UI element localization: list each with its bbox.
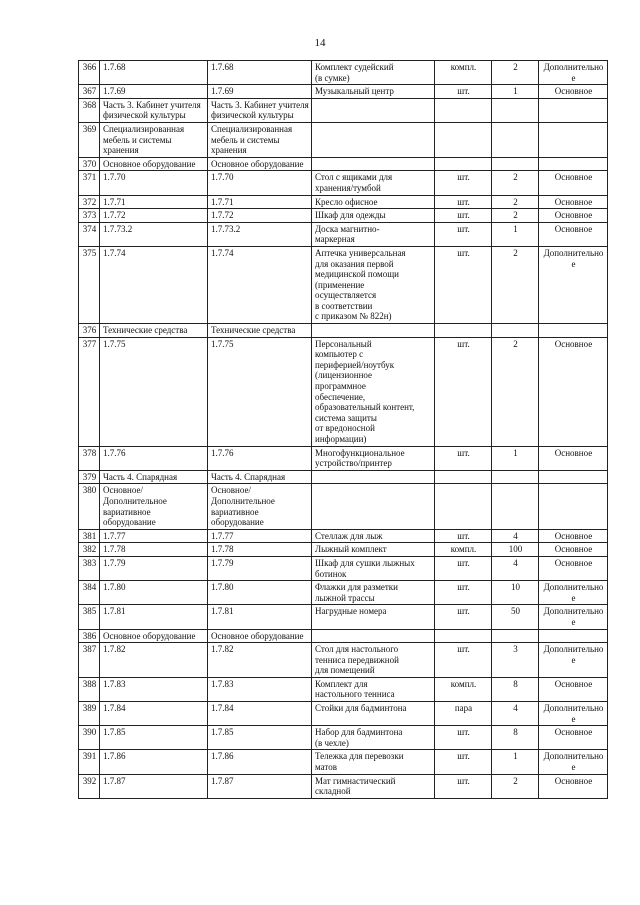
quantity-cell: 3 [492, 643, 539, 678]
quantity-cell: 2 [492, 774, 539, 798]
unit-cell: шт. [435, 171, 492, 195]
equipment-type-cell [539, 157, 608, 171]
unit-cell: шт. [435, 246, 492, 323]
item-name-cell: Набор для бадминтона (в чехле) [312, 726, 435, 750]
row-number-cell: 374 [79, 222, 100, 246]
unit-cell: шт. [435, 726, 492, 750]
item-name-cell: Тележка для перевозки матов [312, 750, 435, 774]
table-row [79, 61, 608, 85]
item-name-cell: Шкаф для одежды [312, 209, 435, 223]
table-row [79, 246, 608, 323]
quantity-cell: 2 [492, 246, 539, 323]
table-row [79, 195, 608, 209]
item-name-cell [312, 470, 435, 484]
table-row [79, 556, 608, 580]
code-cell: Основное/ Дополнительное вариативное оборудование [208, 484, 312, 529]
quantity-cell: 4 [492, 556, 539, 580]
code-cell: 1.7.74 [100, 246, 208, 323]
table-body [79, 61, 608, 799]
unit-cell [435, 629, 492, 643]
table-row [79, 324, 608, 338]
row-number-cell: 367 [79, 85, 100, 99]
code-cell: 1.7.79 [208, 556, 312, 580]
item-name-cell [312, 629, 435, 643]
item-name-cell: Комплект судейский (в сумке) [312, 61, 435, 85]
row-number-cell: 389 [79, 702, 100, 726]
row-number-cell: 366 [79, 61, 100, 85]
item-name-cell: Мат гимнастический складной [312, 774, 435, 798]
table-row [79, 750, 608, 774]
code-cell: 1.7.68 [208, 61, 312, 85]
item-name-cell: Музыкальный центр [312, 85, 435, 99]
row-number-cell: 378 [79, 446, 100, 470]
quantity-cell: 2 [492, 209, 539, 223]
code-cell: 1.7.74 [208, 246, 312, 323]
equipment-type-cell [539, 98, 608, 122]
table-row [79, 222, 608, 246]
unit-cell: шт. [435, 750, 492, 774]
equipment-type-cell: Основное [539, 85, 608, 99]
item-name-cell: Стеллаж для лыж [312, 529, 435, 543]
code-cell: 1.7.80 [100, 581, 208, 605]
equipment-type-cell: Основное [539, 543, 608, 557]
unit-cell: шт. [435, 643, 492, 678]
code-cell: 1.7.77 [208, 529, 312, 543]
item-name-cell [312, 98, 435, 122]
row-number-cell: 376 [79, 324, 100, 338]
code-cell: 1.7.73.2 [208, 222, 312, 246]
item-name-cell: Нагрудные номера [312, 605, 435, 629]
unit-cell: компл. [435, 543, 492, 557]
unit-cell [435, 470, 492, 484]
unit-cell: шт. [435, 337, 492, 446]
quantity-cell: 1 [492, 750, 539, 774]
code-cell: 1.7.86 [208, 750, 312, 774]
row-number-cell: 373 [79, 209, 100, 223]
equipment-type-cell: Основное [539, 337, 608, 446]
code-cell: Часть 3. Кабинет учителя физической культуры [100, 98, 208, 122]
quantity-cell: 2 [492, 337, 539, 446]
table-row [79, 484, 608, 529]
table-row [79, 774, 608, 798]
item-name-cell [312, 484, 435, 529]
quantity-cell: 2 [492, 195, 539, 209]
equipment-type-cell [539, 122, 608, 157]
equipment-type-cell: Дополнительное [539, 643, 608, 678]
row-number-cell: 383 [79, 556, 100, 580]
table-row [79, 446, 608, 470]
code-cell: Специализированная мебель и системы хранения [208, 122, 312, 157]
unit-cell: шт. [435, 529, 492, 543]
equipment-type-cell: Дополнительное [539, 702, 608, 726]
code-cell: Основное/ Дополнительное вариативное оборудование [100, 484, 208, 529]
code-cell: Часть 4. Спарядная [100, 470, 208, 484]
code-cell: 1.7.84 [100, 702, 208, 726]
code-cell: Основное оборудование [208, 629, 312, 643]
table-row [79, 98, 608, 122]
unit-cell: шт. [435, 556, 492, 580]
quantity-cell: 4 [492, 529, 539, 543]
item-name-cell: Стол с ящиками для хранения/тумбой [312, 171, 435, 195]
code-cell: 1.7.82 [208, 643, 312, 678]
quantity-cell [492, 484, 539, 529]
quantity-cell [492, 98, 539, 122]
code-cell: Специализированная мебель и системы хранения [100, 122, 208, 157]
unit-cell: шт. [435, 581, 492, 605]
code-cell: Часть 3. Кабинет учителя физической культуры [208, 98, 312, 122]
item-name-cell: Многофункциональное устройство/принтер [312, 446, 435, 470]
unit-cell: шт. [435, 222, 492, 246]
code-cell: 1.7.76 [208, 446, 312, 470]
row-number-cell: 387 [79, 643, 100, 678]
page-number: 14 [314, 37, 326, 49]
quantity-cell: 8 [492, 677, 539, 701]
table-row [79, 171, 608, 195]
quantity-cell [492, 629, 539, 643]
equipment-type-cell: Основное [539, 209, 608, 223]
code-cell: 1.7.81 [100, 605, 208, 629]
code-cell: 1.7.87 [100, 774, 208, 798]
code-cell: 1.7.78 [208, 543, 312, 557]
item-name-cell: Стол для настольного тенниса передвижной для помещений [312, 643, 435, 678]
code-cell: 1.7.76 [100, 446, 208, 470]
row-number-cell: 368 [79, 98, 100, 122]
unit-cell: шт. [435, 85, 492, 99]
table-row [79, 209, 608, 223]
unit-cell [435, 484, 492, 529]
equipment-type-cell: Дополнительное [539, 246, 608, 323]
unit-cell [435, 98, 492, 122]
code-cell: Технические средства [208, 324, 312, 338]
code-cell: 1.7.73.2 [100, 222, 208, 246]
unit-cell: шт. [435, 195, 492, 209]
quantity-cell: 1 [492, 85, 539, 99]
code-cell: Основное оборудование [100, 157, 208, 171]
code-cell: 1.7.79 [100, 556, 208, 580]
unit-cell: компл. [435, 61, 492, 85]
equipment-type-cell: Дополнительное [539, 605, 608, 629]
row-number-cell: 379 [79, 470, 100, 484]
code-cell: 1.7.85 [208, 726, 312, 750]
equipment-type-cell [539, 629, 608, 643]
code-cell: 1.7.83 [208, 677, 312, 701]
equipment-type-cell: Дополнительное [539, 61, 608, 85]
table-row [79, 529, 608, 543]
code-cell: Технические средства [100, 324, 208, 338]
item-name-cell: Шкаф для сушки лыжных ботинок [312, 556, 435, 580]
code-cell: 1.7.81 [208, 605, 312, 629]
row-number-cell: 369 [79, 122, 100, 157]
row-number-cell: 375 [79, 246, 100, 323]
item-name-cell [312, 157, 435, 171]
table-row [79, 470, 608, 484]
quantity-cell [492, 470, 539, 484]
table-row [79, 643, 608, 678]
code-cell: 1.7.70 [100, 171, 208, 195]
unit-cell [435, 157, 492, 171]
quantity-cell: 2 [492, 171, 539, 195]
quantity-cell: 1 [492, 446, 539, 470]
unit-cell: шт. [435, 209, 492, 223]
item-name-cell: Аптечка универсальная для оказания первой медицинской помощи (применение осуществляется в соответствии с приказом № 822н) [312, 246, 435, 323]
equipment-type-cell: Дополнительное [539, 581, 608, 605]
code-cell: 1.7.71 [208, 195, 312, 209]
row-number-cell: 372 [79, 195, 100, 209]
item-name-cell: Персональный компьютер с периферией/ноутбук (лицензионное программное обеспечение, образовательный контент, система защиты от вредоносной информации) [312, 337, 435, 446]
item-name-cell: Флажки для разметки лыжной трассы [312, 581, 435, 605]
quantity-cell: 1 [492, 222, 539, 246]
item-name-cell: Доска магнитно- маркерная [312, 222, 435, 246]
quantity-cell: 4 [492, 702, 539, 726]
code-cell: 1.7.75 [208, 337, 312, 446]
row-number-cell: 385 [79, 605, 100, 629]
code-cell: 1.7.72 [100, 209, 208, 223]
quantity-cell: 2 [492, 61, 539, 85]
code-cell: 1.7.86 [100, 750, 208, 774]
table-row [79, 122, 608, 157]
code-cell: 1.7.83 [100, 677, 208, 701]
table-row [79, 726, 608, 750]
unit-cell: шт. [435, 774, 492, 798]
code-cell: 1.7.69 [208, 85, 312, 99]
row-number-cell: 386 [79, 629, 100, 643]
equipment-type-cell: Основное [539, 677, 608, 701]
code-cell: 1.7.75 [100, 337, 208, 446]
equipment-type-cell [539, 484, 608, 529]
row-number-cell: 377 [79, 337, 100, 446]
quantity-cell [492, 122, 539, 157]
table-row [79, 629, 608, 643]
code-cell: 1.7.85 [100, 726, 208, 750]
item-name-cell: Стойки для бадминтона [312, 702, 435, 726]
unit-cell: компл. [435, 677, 492, 701]
code-cell: 1.7.82 [100, 643, 208, 678]
row-number-cell: 384 [79, 581, 100, 605]
row-number-cell: 391 [79, 750, 100, 774]
unit-cell: шт. [435, 605, 492, 629]
unit-cell [435, 122, 492, 157]
quantity-cell: 8 [492, 726, 539, 750]
equipment-type-cell [539, 324, 608, 338]
code-cell: 1.7.87 [208, 774, 312, 798]
row-number-cell: 382 [79, 543, 100, 557]
row-number-cell: 392 [79, 774, 100, 798]
quantity-cell: 50 [492, 605, 539, 629]
table-row [79, 605, 608, 629]
code-cell: 1.7.78 [100, 543, 208, 557]
equipment-type-cell: Дополнительное [539, 750, 608, 774]
row-number-cell: 371 [79, 171, 100, 195]
item-name-cell: Лыжный комплект [312, 543, 435, 557]
item-name-cell: Кресло офисное [312, 195, 435, 209]
table-row [79, 85, 608, 99]
equipment-type-cell: Основное [539, 556, 608, 580]
row-number-cell: 370 [79, 157, 100, 171]
table-row [79, 543, 608, 557]
equipment-type-cell: Основное [539, 726, 608, 750]
unit-cell: шт. [435, 446, 492, 470]
item-name-cell [312, 122, 435, 157]
unit-cell: пара [435, 702, 492, 726]
table-row [79, 581, 608, 605]
equipment-type-cell: Основное [539, 529, 608, 543]
code-cell: Основное оборудование [100, 629, 208, 643]
code-cell: 1.7.72 [208, 209, 312, 223]
row-number-cell: 380 [79, 484, 100, 529]
equipment-type-cell: Основное [539, 195, 608, 209]
item-name-cell [312, 324, 435, 338]
quantity-cell [492, 157, 539, 171]
row-number-cell: 390 [79, 726, 100, 750]
code-cell: 1.7.71 [100, 195, 208, 209]
code-cell: 1.7.70 [208, 171, 312, 195]
item-name-cell: Комплект для настольного тенниса [312, 677, 435, 701]
table-row [79, 677, 608, 701]
table-row [79, 702, 608, 726]
unit-cell [435, 324, 492, 338]
equipment-type-cell: Основное [539, 774, 608, 798]
table-row [79, 337, 608, 446]
code-cell: Основное оборудование [208, 157, 312, 171]
quantity-cell [492, 324, 539, 338]
equipment-type-cell [539, 470, 608, 484]
code-cell: 1.7.84 [208, 702, 312, 726]
equipment-type-cell: Основное [539, 171, 608, 195]
quantity-cell: 10 [492, 581, 539, 605]
row-number-cell: 388 [79, 677, 100, 701]
equipment-type-cell: Основное [539, 446, 608, 470]
quantity-cell: 100 [492, 543, 539, 557]
equipment-table [78, 60, 608, 799]
equipment-type-cell: Основное [539, 222, 608, 246]
code-cell: 1.7.77 [100, 529, 208, 543]
code-cell: Часть 4. Спарядная [208, 470, 312, 484]
table-row [79, 157, 608, 171]
code-cell: 1.7.68 [100, 61, 208, 85]
code-cell: 1.7.69 [100, 85, 208, 99]
row-number-cell: 381 [79, 529, 100, 543]
code-cell: 1.7.80 [208, 581, 312, 605]
